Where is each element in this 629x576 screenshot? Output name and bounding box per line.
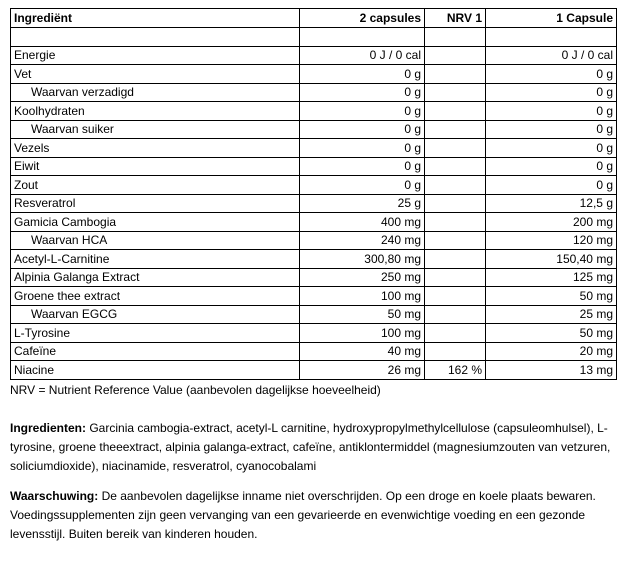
row-two-capsules-value: 250 mg (300, 268, 425, 287)
ingredients-paragraph (10, 419, 616, 476)
row-nrv-value (425, 250, 486, 269)
row-one-capsule-value: 0 g (486, 139, 617, 158)
row-one-capsule-value: 20 mg (486, 342, 617, 361)
table-row (11, 268, 617, 287)
row-two-capsules-value: 0 g (300, 176, 425, 195)
table-body (11, 28, 617, 380)
row-ingredient-name: Koolhydraten (11, 102, 300, 121)
table-row (11, 102, 617, 121)
row-ingredient-name: Eiwit (11, 157, 300, 176)
row-two-capsules-value: 0 J / 0 cal (300, 46, 425, 65)
row-nrv-value (425, 46, 486, 65)
row-ingredient-name: Waarvan suiker (11, 120, 300, 139)
table-row (11, 28, 617, 47)
row-one-capsule-value: 0 g (486, 157, 617, 176)
table-row (11, 250, 617, 269)
row-ingredient-name: Niacine (11, 361, 300, 380)
row-two-capsules-value: 0 g (300, 102, 425, 121)
table-row (11, 46, 617, 65)
table-row (11, 176, 617, 195)
row-one-capsule-value: 0 J / 0 cal (486, 46, 617, 65)
row-two-capsules-value: 0 g (300, 157, 425, 176)
row-one-capsule-value: 0 g (486, 102, 617, 121)
row-two-capsules-value: 0 g (300, 83, 425, 102)
row-nrv-value (425, 342, 486, 361)
row-two-capsules-value: 300,80 mg (300, 250, 425, 269)
row-nrv-value (425, 324, 486, 343)
row-nrv-value: 162 % (425, 361, 486, 380)
row-nrv-value (425, 83, 486, 102)
row-two-capsules-value: 50 mg (300, 305, 425, 324)
table-row (11, 194, 617, 213)
row-two-capsules-value: 100 mg (300, 287, 425, 306)
row-one-capsule-value: 12,5 g (486, 194, 617, 213)
row-two-capsules-value: 0 g (300, 120, 425, 139)
row-one-capsule-value: 150,40 mg (486, 250, 617, 269)
header-one-capsule: 1 Capsule (486, 9, 617, 28)
warning-text: De aanbevolen dagelijkse inname niet overschrijden. Op een droge en koele plaats bewaren. Voedingssupplementen zijn geen vervanging van een gevarieerde en evenwichtige voeding en een gezonde levensstijl. Buiten bereik van kinderen houden. (10, 488, 596, 541)
table-row (11, 305, 617, 324)
row-ingredient-name: Cafeïne (11, 342, 300, 361)
table-row (11, 120, 617, 139)
row-two-capsules-value (300, 28, 425, 47)
row-one-capsule-value: 200 mg (486, 213, 617, 232)
row-one-capsule-value: 0 g (486, 120, 617, 139)
ingredients-text: Garcinia cambogia-extract, acetyl-L carnitine, hydroxypropylmethylcellulose (capsuleomhulsel), L-tyrosine, groene theeextract, alpinia galanga-extract, cafeïne, antiklontermiddel (magnesiumzouten van vetzuren, soliciumdioxide), niacinamide, resveratrol, cyanocobalami (10, 420, 611, 473)
row-nrv-value (425, 231, 486, 250)
row-two-capsules-value: 100 mg (300, 324, 425, 343)
row-nrv-value (425, 139, 486, 158)
row-ingredient-name: Vet (11, 65, 300, 84)
row-two-capsules-value: 0 g (300, 139, 425, 158)
row-one-capsule-value: 13 mg (486, 361, 617, 380)
warning-paragraph (10, 487, 616, 544)
row-one-capsule-value: 120 mg (486, 231, 617, 250)
row-two-capsules-value: 25 g (300, 194, 425, 213)
row-ingredient-name: Waarvan EGCG (11, 305, 300, 324)
row-two-capsules-value: 40 mg (300, 342, 425, 361)
row-ingredient-name: Acetyl-L-Carnitine (11, 250, 300, 269)
table-row (11, 361, 617, 380)
row-one-capsule-value: 0 g (486, 65, 617, 84)
row-nrv-value (425, 305, 486, 324)
row-nrv-value (425, 194, 486, 213)
row-ingredient-name: Alpinia Galanga Extract (11, 268, 300, 287)
header-two-capsules: 2 capsules (300, 9, 425, 28)
table-row (11, 139, 617, 158)
table-row (11, 83, 617, 102)
row-ingredient-name: L-Tyrosine (11, 324, 300, 343)
row-one-capsule-value (486, 28, 617, 47)
row-ingredient-name: Vezels (11, 139, 300, 158)
row-two-capsules-value: 400 mg (300, 213, 425, 232)
row-nrv-value (425, 120, 486, 139)
row-nrv-value (425, 65, 486, 84)
row-two-capsules-value: 0 g (300, 65, 425, 84)
row-nrv-value (425, 213, 486, 232)
row-ingredient-name: Gamicia Cambogia (11, 213, 300, 232)
table-row (11, 342, 617, 361)
row-ingredient-name: Waarvan verzadigd (11, 83, 300, 102)
table-row (11, 213, 617, 232)
header-nrv: NRV 1 (425, 9, 486, 28)
row-ingredient-name: Energie (11, 46, 300, 65)
row-one-capsule-value: 0 g (486, 83, 617, 102)
row-ingredient-name: Zout (11, 176, 300, 195)
row-ingredient-name (11, 28, 300, 47)
row-ingredient-name: Groene thee extract (11, 287, 300, 306)
nutrition-table (10, 8, 617, 380)
table-row (11, 324, 617, 343)
row-nrv-value (425, 268, 486, 287)
row-nrv-value (425, 28, 486, 47)
row-nrv-value (425, 287, 486, 306)
row-one-capsule-value: 50 mg (486, 287, 617, 306)
row-ingredient-name: Waarvan HCA (11, 231, 300, 250)
table-row (11, 65, 617, 84)
warning-label: Waarschuwing: (10, 488, 99, 503)
ingredients-label: Ingredienten: (10, 420, 87, 435)
table-row (11, 231, 617, 250)
row-one-capsule-value: 125 mg (486, 268, 617, 287)
row-nrv-value (425, 157, 486, 176)
table-header-row (11, 9, 617, 28)
row-one-capsule-value: 0 g (486, 176, 617, 195)
row-one-capsule-value: 50 mg (486, 324, 617, 343)
header-ingredient: Ingrediënt (11, 9, 300, 28)
row-nrv-value (425, 176, 486, 195)
row-two-capsules-value: 240 mg (300, 231, 425, 250)
row-ingredient-name: Resveratrol (11, 194, 300, 213)
nrv-note: NRV = Nutrient Reference Value (aanbevolen dagelijkse hoeveelheid) (10, 382, 381, 397)
table-row (11, 287, 617, 306)
row-one-capsule-value: 25 mg (486, 305, 617, 324)
row-two-capsules-value: 26 mg (300, 361, 425, 380)
row-nrv-value (425, 102, 486, 121)
table-row (11, 157, 617, 176)
